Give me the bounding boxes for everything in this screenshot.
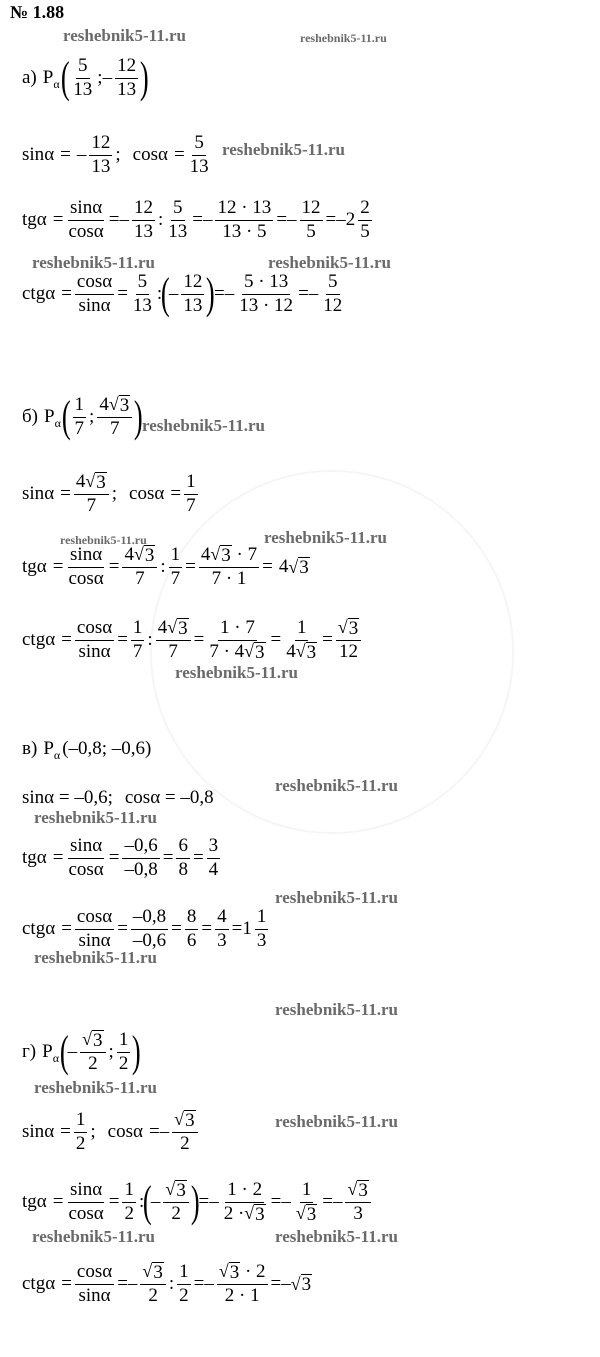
point-symbol: P bbox=[42, 67, 54, 89]
watermark: reshebnik5-11.ru bbox=[32, 1227, 155, 1246]
watermark: reshebnik5-11.ru bbox=[275, 776, 398, 795]
watermark: reshebnik5-11.ru bbox=[275, 1112, 398, 1131]
watermark: reshebnik5-11.ru bbox=[275, 1227, 398, 1246]
left-paren: ( bbox=[60, 53, 70, 103]
part-d-sin-cos: sin α = $\frac{1}{2}$ ; cos α = – √ 3 2 bbox=[22, 1110, 201, 1155]
watermark: reshebnik5-11.ru bbox=[222, 140, 345, 159]
right-paren: ) bbox=[140, 53, 149, 103]
watermark: reshebnik5-11.ru bbox=[300, 31, 387, 45]
watermark: reshebnik5-11.ru bbox=[34, 948, 157, 967]
watermark: reshebnik5-11.ru bbox=[34, 1078, 157, 1097]
part-label: в) bbox=[22, 738, 38, 759]
part-c-sin-cos: sinα = –0,6; cosα = –0,8 bbox=[22, 787, 214, 808]
part-d-ctg: ctg α = $\frac{\cos\alpha}{\sin\alpha}$ = – √ 3 2 : $\frac{1}{2}$ = – √ 3 · 2 2 · 1 = – √ 3 bbox=[22, 1261, 312, 1306]
part-b-point: б) P α ( $\frac{1}{7}$ ; 4 √ 3 7 ) bbox=[22, 392, 143, 442]
part-b-ctg: ctg α = $\frac{\cos\alpha}{\sin\alpha}$ = $\frac{1}{7}$ : 4 √ 3 7 = 1 · 7 7 · 4 √ 3 = 1 4 √ 3 = √ 3 12 bbox=[22, 618, 364, 663]
part-c-point: в) P α (–0,8; –0,6) bbox=[22, 738, 152, 762]
part-a-sin-cos: sin α = – $\frac{12}{13}$ ; cos α = $\frac{5}{13}$ bbox=[22, 132, 209, 177]
part-a-ctg: ctg α = $\frac{\cos\alpha}{\sin\alpha}$ = $\frac{5}{13}$ : ( – $\frac{12}{13}$ ) = – $\frac{5 \cdot 13}{13 \cdot 12}$ = – $\frac{5}{12}$ bbox=[22, 269, 343, 319]
fraction: $\frac{12}{13}$ bbox=[91, 132, 111, 177]
part-label: г) bbox=[22, 1041, 37, 1063]
part-b-sin-cos: sin α = 4 √ 3 7 ; cos α = $\frac{1}{7}$ bbox=[22, 471, 196, 516]
part-b-tg: tg α = $\frac{\sin\alpha}{\cos\alpha}$ = 4 √ 3 7 : $\frac{1}{7}$ = 4 √ 3 · 7 7 · 1 = 4 √ 3 bbox=[22, 544, 309, 589]
part-c-ctg: ctg α = $\frac{\cos\alpha}{\sin\alpha}$ = $\frac{-0,8}{-0,6}$ = $\frac{8}{6}$ = $\frac{4}{3}$ = 1 $\frac{1}{3}$ bbox=[22, 906, 267, 951]
part-d-tg: tg α = $\frac{\sin\alpha}{\cos\alpha}$ = $\frac{1}{2}$ : ( – √ 3 2 ) = – 1 · 2 2 · √ 3 = – 1 √ 3 = – √ 3 3 bbox=[22, 1180, 374, 1225]
part-d-point: г) P α ( – √ 3 2 ; $\frac{1}{2}$ ) bbox=[22, 1027, 142, 1077]
fraction: $\frac{5}{13}$ bbox=[189, 132, 209, 177]
watermark: reshebnik5-11.ru bbox=[275, 888, 398, 907]
part-label: а) bbox=[22, 67, 37, 89]
watermark: reshebnik5-11.ru bbox=[268, 253, 391, 272]
watermark: reshebnik5-11.ru bbox=[60, 533, 147, 547]
watermark: reshebnik5-11.ru bbox=[63, 26, 186, 45]
watermark: reshebnik5-11.ru bbox=[32, 253, 155, 272]
watermark: reshebnik5-11.ru bbox=[175, 663, 298, 682]
watermark: reshebnik5-11.ru bbox=[275, 1000, 398, 1019]
part-a-point: а) P α ( $\frac{5}{13}$ ; – $\frac{12}{13}$ ) bbox=[22, 53, 149, 103]
fraction: $\frac{5}{13}$ bbox=[73, 55, 93, 100]
watermark: reshebnik5-11.ru bbox=[142, 416, 265, 435]
problem-number: № 1.88 bbox=[10, 2, 65, 22]
fraction: $\frac{12}{13}$ bbox=[117, 55, 137, 100]
watermark: reshebnik5-11.ru bbox=[264, 528, 387, 547]
part-c-tg: tg α = $\frac{\sin\alpha}{\cos\alpha}$ = $\frac{-0,6}{-0,8}$ = $\frac{6}{8}$ = $\frac{3}{4}$ bbox=[22, 835, 219, 880]
watermark: reshebnik5-11.ru bbox=[34, 808, 157, 827]
part-a-tg: tg α = $\frac{\sin\alpha}{\cos\alpha}$ = – $\frac{12}{13}$ : $\frac{5}{13}$ = – $\frac{12 \cdot 13}{13 \cdot 5}$ = – $\frac{12}{5}$ = – 2 $\frac{2}{5}$ bbox=[22, 197, 370, 242]
part-label: б) bbox=[22, 406, 38, 428]
alpha-subscript: α bbox=[53, 76, 60, 91]
